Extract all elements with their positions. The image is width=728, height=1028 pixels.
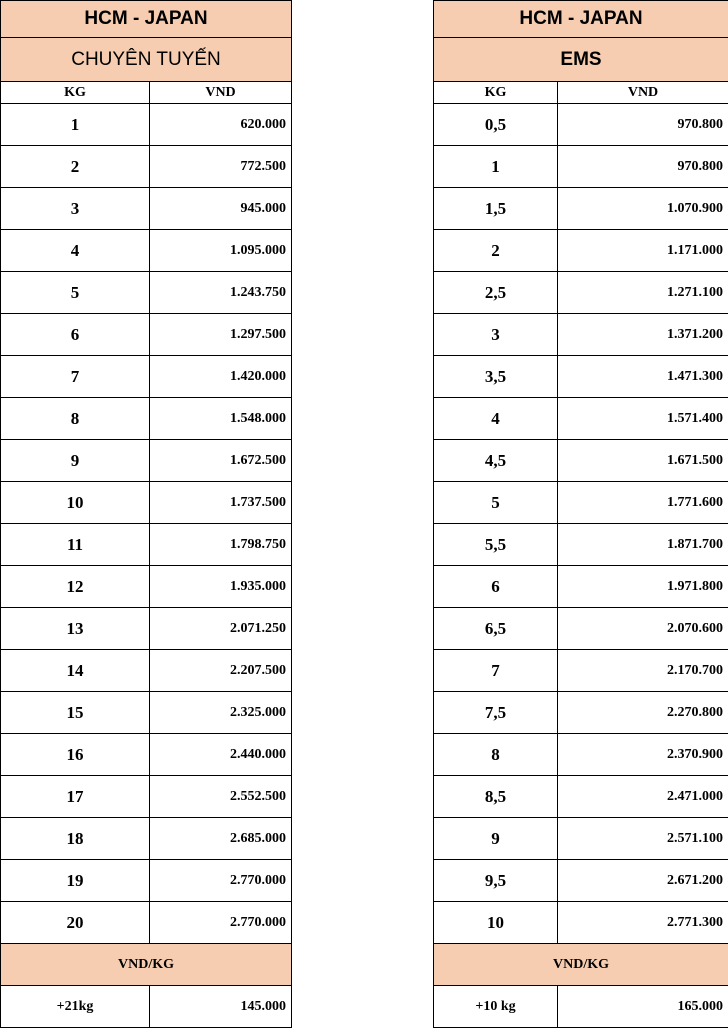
price-cell: 2.325.000 <box>150 692 292 734</box>
price-cell: 2.685.000 <box>150 818 292 860</box>
table-row <box>1 734 292 776</box>
weight-cell: 8 <box>434 734 558 776</box>
price-cell: 2.770.000 <box>150 860 292 902</box>
weight-cell: 4,5 <box>434 440 558 482</box>
price-cell: 1.070.900 <box>558 188 728 230</box>
price-cell: 1.371.200 <box>558 314 728 356</box>
table-row <box>1 188 292 230</box>
table-row <box>1 692 292 734</box>
weight-cell: 4 <box>1 230 150 272</box>
table-row <box>434 818 728 860</box>
weight-cell: 2 <box>1 146 150 188</box>
table-row <box>1 398 292 440</box>
rate-per-kg-header: VND/KG <box>1 944 292 986</box>
table-row <box>434 860 728 902</box>
price-cell: 2.207.500 <box>150 650 292 692</box>
weight-cell: 7 <box>1 356 150 398</box>
weight-cell: 15 <box>1 692 150 734</box>
table-row <box>434 314 728 356</box>
weight-cell: 12 <box>1 566 150 608</box>
weight-cell: 18 <box>1 818 150 860</box>
table-row <box>1 902 292 944</box>
table-row <box>1 650 292 692</box>
price-cell: 1.548.000 <box>150 398 292 440</box>
rate-price-per-kg: 145.000 <box>150 986 292 1028</box>
weight-cell: 9 <box>434 818 558 860</box>
weight-cell: 8,5 <box>434 776 558 818</box>
weight-cell: 13 <box>1 608 150 650</box>
price-cell: 2.170.700 <box>558 650 728 692</box>
weight-cell: 6 <box>434 566 558 608</box>
weight-cell: 6,5 <box>434 608 558 650</box>
table-row <box>1 566 292 608</box>
price-cell: 1.271.100 <box>558 272 728 314</box>
price-cell: 1.297.500 <box>150 314 292 356</box>
weight-cell: 11 <box>1 524 150 566</box>
price-cell: 1.671.500 <box>558 440 728 482</box>
price-cell: 2.671.200 <box>558 860 728 902</box>
price-cell: 1.095.000 <box>150 230 292 272</box>
price-cell: 945.000 <box>150 188 292 230</box>
rate-weight-threshold: +21kg <box>1 986 150 1028</box>
weight-cell: 3,5 <box>434 356 558 398</box>
table-row <box>1 314 292 356</box>
price-cell: 970.800 <box>558 104 728 146</box>
price-cell: 2.270.800 <box>558 692 728 734</box>
price-cell: 2.771.300 <box>558 902 728 944</box>
table-row <box>434 566 728 608</box>
price-cell: 1.871.700 <box>558 524 728 566</box>
table-row <box>434 440 728 482</box>
table-row <box>434 776 728 818</box>
service-name: CHUYÊN TUYẾN <box>1 38 292 82</box>
table-row <box>1 356 292 398</box>
price-cell: 2.070.600 <box>558 608 728 650</box>
price-cell: 2.552.500 <box>150 776 292 818</box>
weight-cell: 2,5 <box>434 272 558 314</box>
weight-cell: 4 <box>434 398 558 440</box>
table-row <box>434 482 728 524</box>
table-row <box>434 272 728 314</box>
price-cell: 2.770.000 <box>150 902 292 944</box>
weight-cell: 5 <box>1 272 150 314</box>
weight-cell: 3 <box>434 314 558 356</box>
weight-cell: 16 <box>1 734 150 776</box>
price-cell: 1.737.500 <box>150 482 292 524</box>
table-row <box>434 356 728 398</box>
weight-cell: 10 <box>434 902 558 944</box>
table-row <box>1 860 292 902</box>
price-cell: 970.800 <box>558 146 728 188</box>
table-row <box>1 608 292 650</box>
table-row <box>434 230 728 272</box>
weight-cell: 5 <box>434 482 558 524</box>
weight-cell: 7,5 <box>434 692 558 734</box>
table-row <box>434 104 728 146</box>
price-cell: 2.071.250 <box>150 608 292 650</box>
table-row <box>434 902 728 944</box>
weight-cell: 1 <box>1 104 150 146</box>
column-header-vnd: VND <box>558 82 728 104</box>
weight-cell: 17 <box>1 776 150 818</box>
price-cell: 1.935.000 <box>150 566 292 608</box>
rate-weight-threshold: +10 kg <box>434 986 558 1028</box>
service-name: EMS <box>434 38 728 82</box>
weight-cell: 5,5 <box>434 524 558 566</box>
weight-cell: 2 <box>434 230 558 272</box>
price-cell: 2.471.000 <box>558 776 728 818</box>
table-row <box>434 650 728 692</box>
price-table-ems <box>433 0 728 1028</box>
table-row <box>434 188 728 230</box>
table-row <box>1 104 292 146</box>
weight-cell: 10 <box>1 482 150 524</box>
weight-cell: 9,5 <box>434 860 558 902</box>
table-row <box>434 398 728 440</box>
table-row <box>1 440 292 482</box>
table-row <box>1 482 292 524</box>
weight-cell: 8 <box>1 398 150 440</box>
price-cell: 772.500 <box>150 146 292 188</box>
table-row <box>1 146 292 188</box>
weight-cell: 19 <box>1 860 150 902</box>
column-header-kg: KG <box>434 82 558 104</box>
price-cell: 1.420.000 <box>150 356 292 398</box>
price-cell: 1.571.400 <box>558 398 728 440</box>
table-title: HCM - JAPAN <box>434 1 728 38</box>
price-cell: 2.370.900 <box>558 734 728 776</box>
column-header-vnd: VND <box>150 82 292 104</box>
price-cell: 1.971.800 <box>558 566 728 608</box>
price-cell: 1.471.300 <box>558 356 728 398</box>
price-cell: 2.440.000 <box>150 734 292 776</box>
weight-cell: 0,5 <box>434 104 558 146</box>
price-cell: 1.672.500 <box>150 440 292 482</box>
price-cell: 1.243.750 <box>150 272 292 314</box>
table-row <box>1 818 292 860</box>
table-row <box>434 608 728 650</box>
price-cell: 620.000 <box>150 104 292 146</box>
weight-cell: 7 <box>434 650 558 692</box>
price-cell: 2.571.100 <box>558 818 728 860</box>
weight-cell: 6 <box>1 314 150 356</box>
table-row <box>434 692 728 734</box>
price-cell: 1.171.000 <box>558 230 728 272</box>
table-row <box>434 734 728 776</box>
table-row <box>434 524 728 566</box>
price-cell: 1.798.750 <box>150 524 292 566</box>
weight-cell: 20 <box>1 902 150 944</box>
table-row <box>1 230 292 272</box>
weight-cell: 3 <box>1 188 150 230</box>
weight-cell: 14 <box>1 650 150 692</box>
price-table-chuyen-tuyen <box>0 0 292 1028</box>
column-header-kg: KG <box>1 82 150 104</box>
table-title: HCM - JAPAN <box>1 1 292 38</box>
weight-cell: 1 <box>434 146 558 188</box>
weight-cell: 9 <box>1 440 150 482</box>
price-cell: 1.771.600 <box>558 482 728 524</box>
weight-cell: 1,5 <box>434 188 558 230</box>
table-row <box>1 524 292 566</box>
rate-per-kg-header: VND/KG <box>434 944 728 986</box>
table-row <box>1 776 292 818</box>
table-row <box>434 146 728 188</box>
rate-price-per-kg: 165.000 <box>558 986 728 1028</box>
table-row <box>1 272 292 314</box>
